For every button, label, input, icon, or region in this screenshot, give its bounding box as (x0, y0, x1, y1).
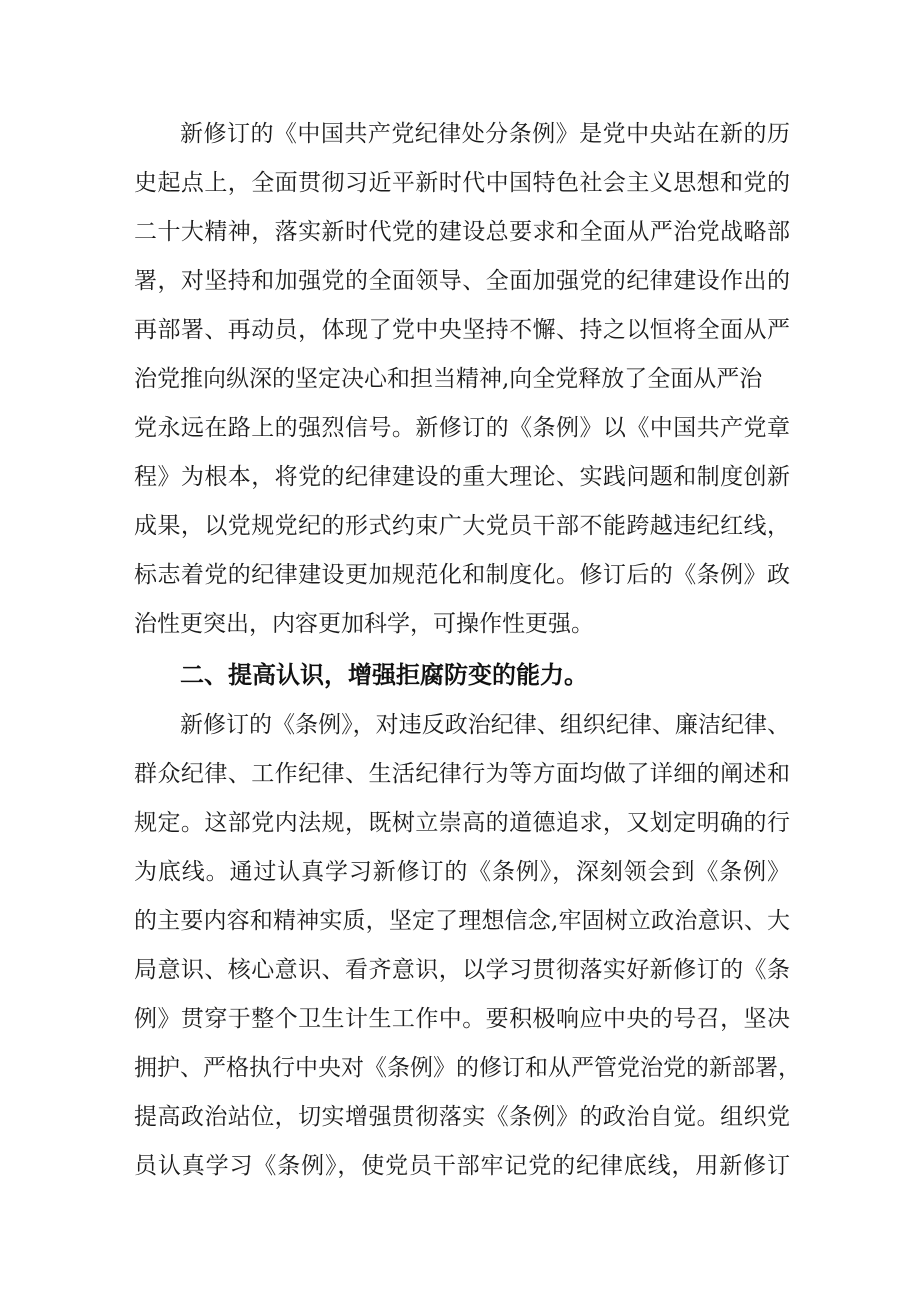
document-body (134, 110, 801, 1191)
paragraph-line: 成果，以党规党纪的形式约束广大党员干部不能跨越违纪红线， (134, 513, 790, 539)
paragraph-line: 二十大精神，落实新时代党的建设总要求和全面从严治党战略部 (134, 219, 790, 245)
paragraph-line: 再部署、再动员，体现了党中央坚持不懈、持之以恒将全面从严 (134, 317, 790, 343)
paragraph-2 (134, 701, 801, 1191)
paragraph-line: 例》贯穿于整个卫生计生工作中。要积极响应中央的号召，坚决 (134, 1006, 790, 1032)
paragraph-line: 标志着党的纪律建设更加规范化和制度化。修订后的《条例》政 (134, 562, 790, 588)
paragraph-1 (134, 110, 790, 649)
paragraph-line: 局意识、核心意识、看齐意识，以学习贯彻落实好新修订的《条 (134, 957, 790, 983)
paragraph-line: 署，对坚持和加强党的全面领导、全面加强党的纪律建设作出的 (134, 268, 790, 294)
paragraph-line: 治性更突出，内容更加科学，可操作性更强。 (134, 611, 594, 637)
paragraph-line: 程》为根本，将党的纪律建设的重大理论、实践问题和制度创新 (134, 464, 790, 490)
paragraph-line: 群众纪律、工作纪律、生活纪律行为等方面均做了详细的阐述和 (134, 761, 790, 787)
paragraph-line: 的主要内容和精神实质，坚定了理想信念,牢固树立政治意识、大 (134, 908, 790, 934)
paragraph-line: 为底线。通过认真学习新修订的《条例》，深刻领会到《条例》 (134, 859, 790, 885)
paragraph-line: 提高政治站位，切实增强贯彻落实《条例》的政治自觉。组织党 (134, 1104, 790, 1130)
paragraph-line: 史起点上，全面贯彻习近平新时代中国特色社会主义思想和党的 (134, 170, 790, 196)
paragraph-line: 新修订的《中国共产党纪律处分条例》是党中央站在新的历 (180, 121, 790, 147)
paragraph-line: 新修订的《条例》，对违反政治纪律、组织纪律、廉洁纪律、 (180, 712, 790, 738)
paragraph-line: 规定。这部党内法规，既树立崇高的道德追求，又划定明确的行 (134, 810, 790, 836)
section-heading: 二、提高认识，增强拒腐防变的能力。 (180, 661, 588, 689)
paragraph-line: 员认真学习《条例》，使党员干部牢记党的纪律底线，用新修订 (134, 1153, 790, 1179)
paragraph-line: 拥护、严格执行中央对《条例》的修订和从严管党治党的新部署， (134, 1055, 801, 1081)
paragraph-line: 治党推向纵深的坚定决心和担当精神,向全党释放了全面从严治 (134, 366, 763, 392)
paragraph-line: 党永远在路上的强烈信号。新修订的《条例》以《中国共产党章 (134, 415, 790, 441)
